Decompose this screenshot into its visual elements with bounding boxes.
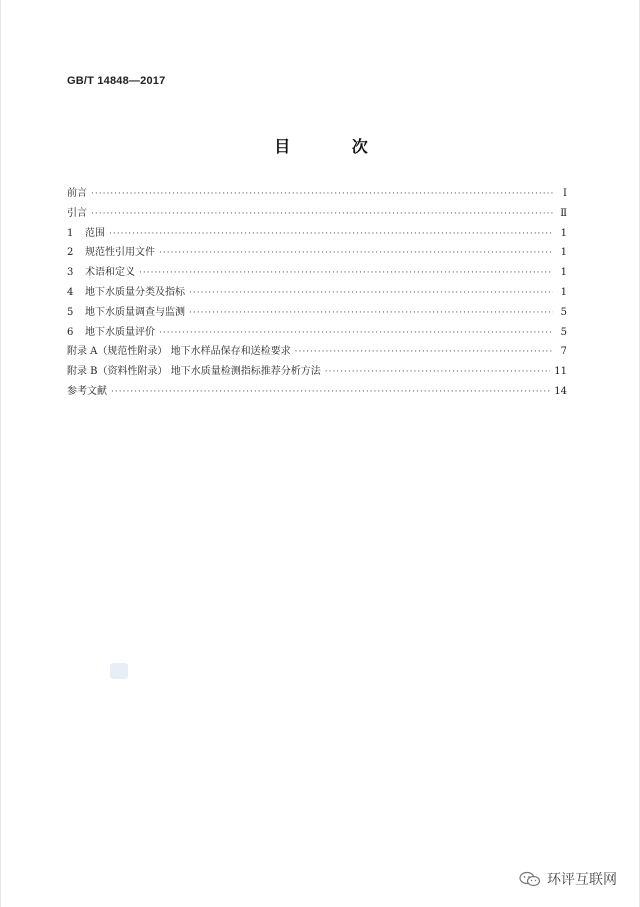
wechat-icon [519,871,541,887]
toc-leader-dots [91,205,553,225]
toc-entry-bibliography[interactable] [67,382,567,402]
toc-entry-appendix-b[interactable] [67,362,567,382]
standard-code: GB/T 14848—2017 [67,75,166,87]
table-of-contents [67,184,567,402]
toc-entry-number: 2 [67,247,74,259]
toc-entry-label: 引言 [67,207,87,219]
toc-entry-number: 1 [67,227,74,239]
page-title: 目 次 [274,137,396,156]
faint-stamp-mark [110,663,128,679]
toc-entry-page: 1 [560,227,567,239]
toc-entry-label: 范围 [85,227,105,239]
toc-entry-page: 1 [560,247,567,259]
toc-leader-dots [325,363,551,383]
toc-entry-evaluation[interactable] [67,323,567,343]
toc-entry-number: 4 [67,286,74,298]
watermark [519,869,617,889]
toc-leader-dots [111,383,550,403]
toc-entry-label: 前言 [67,188,87,199]
toc-entry-appendix-a[interactable] [67,342,567,362]
toc-leader-dots [139,264,553,284]
toc-leader-dots [295,343,553,363]
toc-entry-page: 5 [560,326,567,338]
toc-entry-classification[interactable] [67,283,567,303]
toc-entry-page: Ⅱ [560,207,567,219]
toc-leader-dots [109,225,553,245]
toc-entry-label: 规范性引用文件 [85,247,155,259]
toc-entry-investigation[interactable] [67,303,567,323]
toc-entry-scope[interactable] [67,224,567,244]
toc-leader-dots [189,284,553,304]
toc-entry-label: 附录 B（资料性附录） 地下水质量检测指标推荐分析方法 [67,366,321,378]
toc-entry-normative-references[interactable] [67,243,567,263]
toc-entry-page: 1 [560,267,567,279]
toc-entry-number: 3 [67,267,74,279]
toc-entry-label: 术语和定义 [85,267,135,279]
watermark-text: 环评互联网 [547,872,617,888]
toc-entry-introduction[interactable] [67,204,567,224]
toc-entry-page: 14 [554,385,567,397]
toc-entry-number: 6 [67,326,74,338]
toc-entry-label: 地下水质量调查与监测 [85,306,185,318]
toc-entry-page: 7 [560,346,567,358]
toc-leader-dots [189,304,553,324]
toc-leader-dots [159,324,553,344]
toc-entry-page: 11 [554,366,567,378]
toc-entry-terms[interactable] [67,263,567,283]
toc-leader-dots [91,185,553,205]
toc-entry-number: 5 [67,306,74,318]
toc-leader-dots [159,244,553,264]
toc-entry-page: 1 [560,286,567,298]
toc-entry-label: 地下水质量评价 [85,326,155,338]
toc-entry-label: 参考文献 [67,385,107,397]
toc-entry-page: 5 [560,306,567,318]
toc-entry-page: Ⅰ [563,188,567,199]
toc-entry-label: 附录 A（规范性附录） 地下水样品保存和送检要求 [67,346,291,358]
toc-entry-foreword[interactable] [67,184,567,204]
toc-entry-label: 地下水质量分类及指标 [85,286,185,298]
